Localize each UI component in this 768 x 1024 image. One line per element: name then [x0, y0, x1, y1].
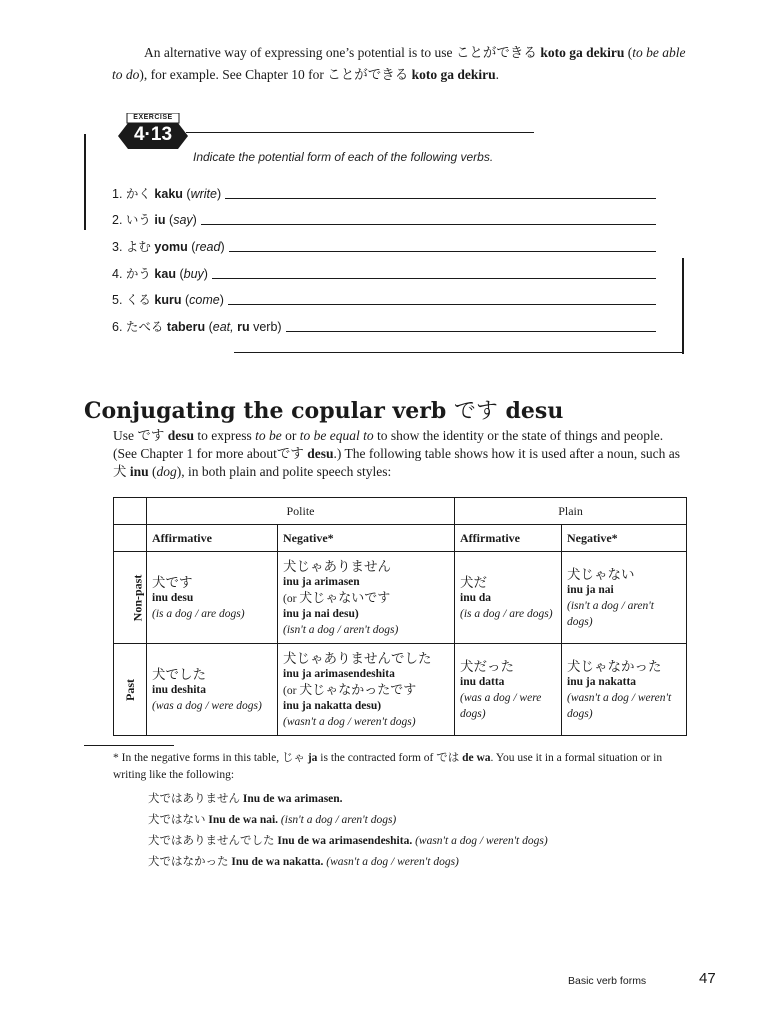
item-romaji: kuru [154, 293, 182, 307]
table-cell [455, 644, 562, 736]
subheader: Affirmative [455, 525, 562, 552]
intro-text: ( [148, 464, 157, 479]
cell-gloss: (was a dog / were dogs) [152, 699, 262, 712]
item-romaji: ru [237, 320, 250, 334]
exercise-label: EXERCISE [133, 114, 173, 121]
item-romaji: kau [154, 267, 176, 281]
footnote-text: . You use it in a formal situation or in writing like the following: [113, 752, 663, 781]
table-cell [147, 552, 278, 644]
row-header-nonpast [114, 552, 147, 644]
intro-romaji: desu [164, 428, 195, 443]
answer-line[interactable] [229, 251, 656, 252]
item-paren: ) [216, 187, 222, 201]
intro-gloss: to be equal to [299, 428, 374, 443]
item-number: 4. [112, 267, 123, 281]
item-gloss: read [195, 240, 221, 254]
table-row [114, 644, 687, 736]
footnote-rule [84, 745, 174, 746]
item-romaji: yomu [154, 240, 188, 254]
cell-japanese: 犬じゃありません [283, 558, 391, 574]
exercise-left-rule [84, 134, 86, 230]
exercise-right-rule [682, 258, 684, 354]
cell-gloss: (wasn't a dog / weren't dogs) [567, 691, 672, 720]
answer-line[interactable] [228, 304, 656, 305]
cell-alt-prefix: (or [283, 592, 300, 605]
exercise-item [112, 186, 656, 202]
group-header-plain: Plain [455, 498, 687, 525]
intro-gloss: to be [255, 428, 282, 443]
section-heading-wrap [84, 394, 563, 425]
footnote-romaji: ja [304, 752, 318, 764]
intro-text: or [281, 428, 300, 443]
row-label: Past [123, 678, 137, 701]
intro-gloss: to be able to do [112, 45, 686, 82]
intro-text: Use [113, 428, 138, 443]
item-paren: ) [203, 267, 208, 281]
intro-text: ), for example. See Chapter 10 for [139, 67, 328, 82]
cell-gloss: (isn't a dog / aren't dogs) [283, 623, 399, 636]
item-paren: ) [220, 240, 225, 254]
conjugation-table [113, 497, 687, 736]
table-corner [114, 525, 147, 552]
intro-japanese: です [137, 428, 165, 443]
exercise-top-rule [186, 132, 534, 133]
example-japanese: 犬ではない [148, 814, 206, 826]
item-gloss: eat, [212, 320, 234, 334]
exercise-item [112, 212, 656, 228]
example-japanese: 犬ではなかった [148, 856, 229, 868]
cell-romaji: inu da [460, 591, 492, 604]
conjugation-table-wrap [113, 497, 687, 736]
intro-text: to express [194, 428, 256, 443]
exercise-item [112, 239, 656, 255]
intro-text: .) The following table shows how it is used after a noun, such as [333, 446, 681, 461]
cell-romaji: inu deshita [152, 683, 207, 696]
item-romaji: taberu [166, 320, 206, 334]
footnote-text: is the contracted form of [317, 752, 437, 764]
cell-japanese: 犬じゃなかった [567, 658, 662, 674]
row-header-past [114, 644, 147, 736]
table-subheader-row [114, 525, 687, 552]
exercise-item [112, 266, 656, 282]
page-number: 47 [699, 970, 716, 987]
heading-japanese: です [453, 399, 498, 424]
heading-text: Conjugating the copular verb [84, 398, 454, 424]
table-corner [114, 498, 147, 525]
cell-gloss: (isn't a dog / aren't dogs) [567, 599, 654, 628]
item-japanese: くる [125, 293, 151, 307]
example-line [148, 831, 548, 851]
exercise-item [112, 319, 656, 335]
cell-romaji: inu desu [152, 591, 194, 604]
cell-alt [283, 590, 449, 607]
cell-alt-prefix: (or [283, 684, 300, 697]
intro-romaji: koto ga dekiru [536, 45, 625, 60]
intro-text: to show the identity or the state of things and people. (See Chapter 1 for more about [113, 428, 664, 461]
cell-alt-japanese: 犬じゃないです [299, 589, 391, 605]
intro-text: . [495, 67, 499, 82]
cell-gloss: (wasn't a dog / weren't dogs) [283, 715, 416, 728]
cell-romaji: inu ja nai [567, 583, 614, 596]
cell-japanese: 犬でした [152, 666, 206, 682]
answer-line[interactable] [286, 331, 656, 332]
intro-text: ), in both plain and polite speech styles: [176, 464, 392, 479]
item-number: 6. [112, 320, 123, 334]
footnote-japanese: じゃ [281, 752, 305, 764]
example-romaji: Inu de wa nakatta. [231, 856, 324, 868]
row-label: Non-past [130, 574, 145, 621]
intro-gloss: dog [156, 464, 177, 479]
section-intro [113, 427, 688, 481]
example-gloss: (wasn't a dog / weren't dogs) [326, 856, 459, 868]
cell-gloss: (is a dog / are dogs) [460, 607, 553, 620]
subheader: Affirmative [147, 525, 278, 552]
item-paren: ( [186, 187, 191, 201]
subheader: Negative* [562, 525, 687, 552]
cell-gloss: (is a dog / are dogs) [152, 607, 245, 620]
example-japanese: 犬ではありませんでした [148, 835, 275, 847]
cell-japanese: 犬だった [460, 658, 515, 674]
item-number: 3. [112, 240, 123, 254]
footnote-text: * In the negative forms in this table, [113, 752, 282, 764]
exercise-item [112, 292, 656, 308]
item-romaji: kaku [154, 187, 183, 201]
item-japanese: いう [125, 213, 151, 227]
example-gloss: (isn't a dog / aren't dogs) [280, 814, 397, 826]
cell-romaji: inu ja nakatta desu) [283, 699, 382, 712]
exercise-instruction: Indicate the potential form of each of the following verbs. [193, 150, 494, 164]
item-gloss: say [173, 213, 193, 227]
item-paren: verb) [249, 320, 282, 334]
item-paren: ) [219, 293, 224, 307]
intro-text: ( [624, 45, 633, 60]
table-cell [278, 644, 455, 736]
footnote-japanese: では [436, 752, 460, 764]
intro-text: An alternative way of expressing one’s potential is to use [144, 45, 456, 60]
table-cell [562, 644, 687, 736]
intro-romaji: koto ga dekiru [408, 67, 496, 82]
cell-romaji: inu ja arimasen [283, 575, 360, 588]
item-paren: ( [208, 320, 213, 334]
item-number: 5. [112, 293, 123, 307]
item-romaji: iu [154, 213, 166, 227]
intro-japanese: 犬 [113, 464, 127, 479]
intro-japanese: ことができる [455, 45, 537, 60]
intro-paragraph [112, 42, 692, 86]
footnote [113, 750, 688, 784]
item-paren: ( [191, 240, 196, 254]
table-cell [147, 644, 278, 736]
cell-romaji: inu ja arimasendeshita [283, 667, 395, 680]
item-paren: ( [185, 293, 190, 307]
table-cell [278, 552, 455, 644]
answer-line[interactable] [201, 224, 656, 225]
table-row [114, 552, 687, 644]
example-line [148, 789, 343, 809]
table-group-header-row [114, 498, 687, 525]
example-romaji: Inu de wa nai. [208, 814, 279, 826]
example-japanese: 犬ではありません [148, 793, 240, 805]
intro-romaji: desu [303, 446, 334, 461]
cell-romaji: inu datta [460, 675, 505, 688]
answer-line[interactable] [212, 278, 656, 279]
example-line [148, 852, 459, 872]
table-cell [455, 552, 562, 644]
intro-japanese: ことができる [327, 67, 409, 82]
item-japanese: よむ [125, 240, 151, 254]
subheader: Negative* [278, 525, 455, 552]
group-header-polite: Polite [147, 498, 455, 525]
cell-romaji: inu ja nai desu) [283, 607, 359, 620]
item-paren: ) [192, 213, 197, 227]
exercise-number: 4·13 [133, 124, 173, 145]
footer-section-label: Basic verb forms [568, 975, 647, 987]
item-paren: ( [169, 213, 174, 227]
item-gloss: buy [183, 267, 204, 281]
item-gloss: write [190, 187, 217, 201]
cell-alt [283, 682, 449, 699]
cell-japanese: 犬だ [460, 574, 488, 590]
example-romaji: Inu de wa arimasendeshita. [277, 835, 413, 847]
item-number: 1. [112, 187, 123, 201]
intro-romaji: inu [126, 464, 149, 479]
item-japanese: かく [125, 187, 151, 201]
cell-gloss: (was a dog / were dogs) [460, 691, 542, 720]
exercise-bottom-rule [234, 352, 684, 353]
table-cell [562, 552, 687, 644]
item-number: 2. [112, 213, 123, 227]
item-paren: ( [179, 267, 184, 281]
cell-romaji: inu ja nakatta [567, 675, 637, 688]
exercise-badge [118, 113, 188, 149]
item-japanese: たべる [125, 320, 164, 334]
example-romaji: Inu de wa arimasen. [242, 793, 343, 805]
heading-romaji: desu [497, 398, 564, 424]
cell-japanese: 犬です [152, 574, 193, 590]
cell-japanese: 犬じゃない [567, 566, 635, 582]
intro-japanese: です [276, 446, 304, 461]
item-gloss: come [189, 293, 220, 307]
footnote-romaji: de wa [459, 752, 491, 764]
example-gloss: (wasn't a dog / weren't dogs) [415, 835, 548, 847]
cell-alt-japanese: 犬じゃなかったです [299, 681, 417, 697]
cell-japanese: 犬じゃありませんでした [283, 650, 432, 666]
section-heading [84, 394, 563, 425]
answer-line[interactable] [225, 198, 656, 199]
example-line [148, 810, 396, 830]
item-japanese: かう [125, 267, 151, 281]
